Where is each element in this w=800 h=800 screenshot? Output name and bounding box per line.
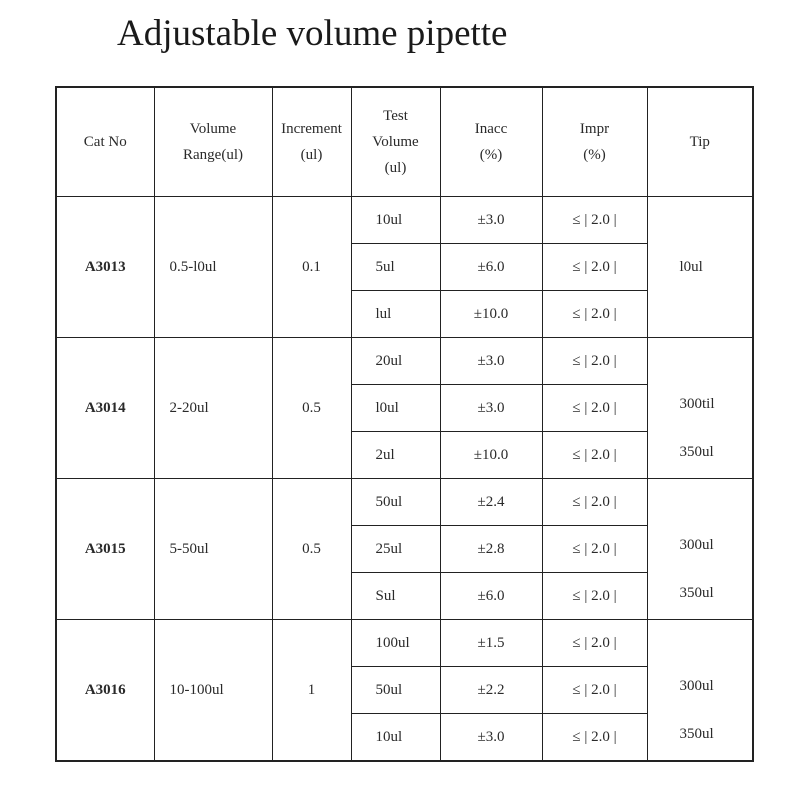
increment-cell: 1 [272,620,351,762]
tip-cell [647,338,753,479]
cat-no-cell: A3016 [56,620,154,762]
tip-value: 350ul [679,585,714,601]
impr-cell: ≤ | 2.0 | [542,244,647,291]
table-row [56,338,753,385]
header-impr: Impr (%) [542,87,647,197]
header-increment: Increment (ul) [272,87,351,197]
inacc-cell: ±10.0 [440,291,542,338]
inacc-cell: ±3.0 [440,338,542,385]
impr-cell: ≤ | 2.0 | [542,573,647,620]
volume-range-cell: 10-100ul [154,620,272,762]
table-row [56,620,753,667]
tip-value: 350ul [679,444,714,460]
test-volume-cell: 10ul [351,714,440,762]
table-row [56,197,753,244]
test-volume-cell: Sul [351,573,440,620]
cat-no-cell: A3014 [56,338,154,479]
test-volume-cell: 2ul [351,432,440,479]
tip-value: 350ul [679,726,714,742]
inacc-cell: ±1.5 [440,620,542,667]
tip-cell [647,620,753,762]
cat-no-cell: A3015 [56,479,154,620]
volume-range-cell: 0.5-l0ul [154,197,272,338]
inacc-cell: ±3.0 [440,197,542,244]
page-title: Adjustable volume pipette [117,13,508,54]
test-volume-cell: 25ul [351,526,440,573]
tip-cell [647,197,753,338]
inacc-cell: ±6.0 [440,573,542,620]
header-volume-range: Volume Range(ul) [154,87,272,197]
cat-no-cell: A3013 [56,197,154,338]
increment-cell: 0.1 [272,197,351,338]
test-volume-cell: lul [351,291,440,338]
tip-value: l0ul [679,258,703,275]
header-inacc: Inacc (%) [440,87,542,197]
inacc-cell: ±2.8 [440,526,542,573]
inacc-cell: ±6.0 [440,244,542,291]
table-row [56,479,753,526]
tip-value: 300ul [679,678,714,694]
impr-cell: ≤ | 2.0 | [542,385,647,432]
test-volume-cell: 5ul [351,244,440,291]
increment-cell: 0.5 [272,479,351,620]
tip-value: 300ul [679,537,714,553]
impr-cell: ≤ | 2.0 | [542,479,647,526]
test-volume-cell: l0ul [351,385,440,432]
test-volume-cell: 50ul [351,479,440,526]
header-test-volume: Test Volume (ul) [351,87,440,197]
pipette-spec-table [55,86,754,762]
test-volume-cell: 50ul [351,667,440,714]
impr-cell: ≤ | 2.0 | [542,197,647,244]
inacc-cell: ±2.2 [440,667,542,714]
volume-range-cell: 2-20ul [154,338,272,479]
test-volume-cell: 100ul [351,620,440,667]
volume-range-cell: 5-50ul [154,479,272,620]
impr-cell: ≤ | 2.0 | [542,338,647,385]
inacc-cell: ±3.0 [440,714,542,762]
impr-cell: ≤ | 2.0 | [542,291,647,338]
tip-cell [647,479,753,620]
inacc-cell: ±3.0 [440,385,542,432]
impr-cell: ≤ | 2.0 | [542,526,647,573]
header-row [56,87,753,197]
impr-cell: ≤ | 2.0 | [542,620,647,667]
test-volume-cell: 10ul [351,197,440,244]
impr-cell: ≤ | 2.0 | [542,714,647,762]
increment-cell: 0.5 [272,338,351,479]
header-cat-no: Cat No [56,87,154,197]
test-volume-cell: 20ul [351,338,440,385]
header-tip: Tip [647,87,753,197]
impr-cell: ≤ | 2.0 | [542,667,647,714]
inacc-cell: ±10.0 [440,432,542,479]
inacc-cell: ±2.4 [440,479,542,526]
tip-value: 300til [679,396,715,412]
impr-cell: ≤ | 2.0 | [542,432,647,479]
